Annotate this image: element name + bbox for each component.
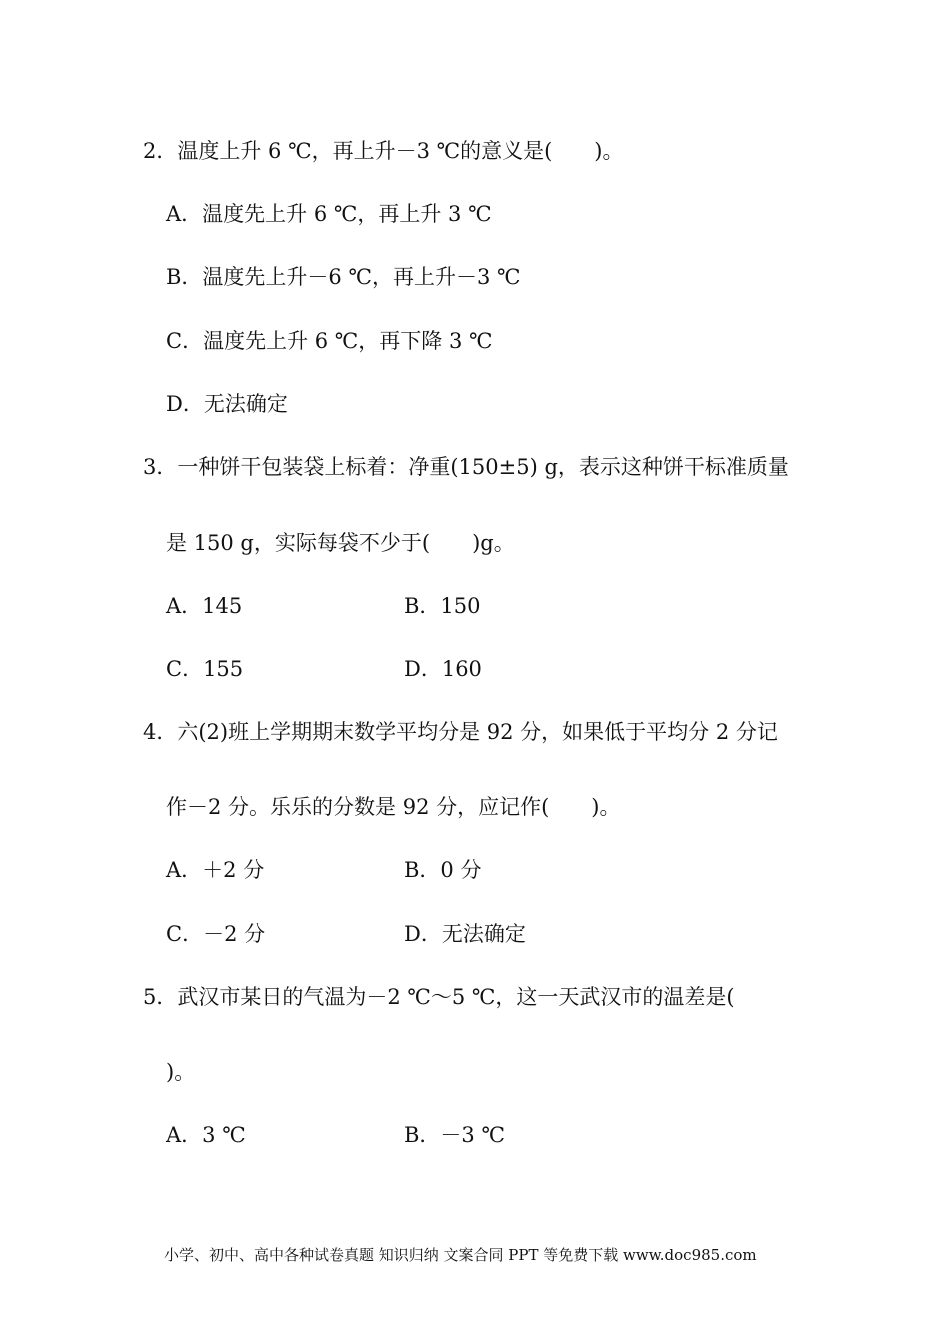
question-3-stem-line-1: 3．一种饼干包装袋上标着：净重(150±5) g，表示这种饼干标准质量 [143, 455, 789, 479]
question-5-stem-line-2: )。 [166, 1060, 196, 1084]
page-footer: 小学、初中、高中各种试卷真题 知识归纳 文案合同 PPT 等免费下载 www.doc985.com [164, 1246, 757, 1264]
question-3-stem-line-2: 是 150 g，实际每袋不少于( )g。 [166, 531, 515, 555]
question-4-option-b: B．0 分 [404, 858, 482, 882]
question-4-stem-line-1: 4．六(2)班上学期期末数学平均分是 92 分，如果低于平均分 2 分记 [143, 720, 778, 744]
question-3-option-c: C．155 [166, 657, 244, 681]
question-4-option-a: A．＋2 分 [166, 858, 265, 882]
question-2-option-b: B．温度先上升－6 ℃，再上升－3 ℃ [166, 265, 521, 289]
question-5-option-b: B．－3 ℃ [404, 1123, 505, 1147]
question-2-option-c: C．温度先上升 6 ℃，再下降 3 ℃ [166, 329, 493, 353]
question-5-option-a: A．3 ℃ [166, 1123, 246, 1147]
question-4-option-d: D．无法确定 [404, 922, 526, 946]
question-2-option-a: A．温度先上升 6 ℃，再上升 3 ℃ [166, 202, 492, 226]
question-2-option-d: D．无法确定 [166, 392, 288, 416]
question-2-stem: 2．温度上升 6 ℃，再上升－3 ℃的意义是( )。 [143, 139, 624, 163]
question-3-option-a: A．145 [166, 594, 243, 618]
question-3-option-b: B．150 [404, 594, 481, 618]
question-5-stem-line-1: 5．武汉市某日的气温为－2 ℃～5 ℃，这一天武汉市的温差是( [143, 985, 735, 1009]
question-4-stem-line-2: 作－2 分。乐乐的分数是 92 分，应记作( )。 [166, 795, 621, 819]
question-4-option-c: C．－2 分 [166, 922, 266, 946]
question-3-option-d: D．160 [404, 657, 482, 681]
